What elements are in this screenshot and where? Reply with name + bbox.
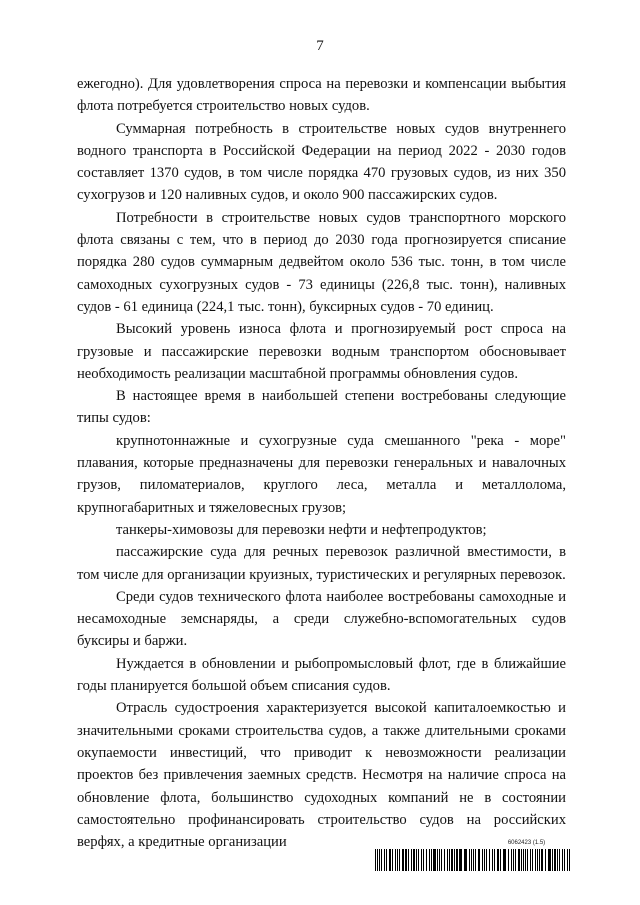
barcode-bar <box>377 849 378 871</box>
barcode-bar <box>548 849 551 871</box>
barcode-bar <box>478 849 480 871</box>
barcode-bar <box>459 849 462 871</box>
barcode-bar <box>389 849 391 871</box>
paragraph: Потребности в строительстве новых судов транспортного морского флота связаны с тем, что в период до 2030 года прогнозируется списание порядка 280 судов суммарным дедвейтом около 536 тыс. тонн, в том числе самоходных сухогрузных судов - 73 единицы (226,8 тыс. тонн), наливных судов - 61 единица (224,1 тыс. тонн), буксирных судов - 70 единиц. <box>77 209 566 315</box>
barcode-bar <box>497 849 499 871</box>
barcode-bar <box>405 849 407 871</box>
barcode-bar <box>484 849 485 871</box>
paragraph: В настоящее время в наибольшей степени востребованы следующие типы судов: <box>77 388 566 427</box>
barcode-bar <box>375 849 376 871</box>
barcode-code: 6062423 (1.5) <box>507 840 546 846</box>
barcode-bar <box>447 849 448 871</box>
barcode-bar <box>437 849 438 871</box>
barcode-bar <box>508 849 509 871</box>
body-text <box>77 73 566 853</box>
paragraph: Высокий уровень износа флота и прогнозируемый рост спроса на грузовые и пассажирские перевозки водным транспортом обосновывает необходимость реализации масштабной программы обновления судов. <box>77 321 566 382</box>
barcode-bar <box>486 849 487 871</box>
barcode-bar <box>554 849 556 871</box>
barcode-bar <box>418 849 419 871</box>
barcode-bar <box>386 849 387 871</box>
barcode-bar <box>392 849 393 871</box>
barcode-bar <box>492 849 493 871</box>
barcode-bar <box>397 849 398 871</box>
barcode-bar <box>449 849 450 871</box>
barcode-bar <box>552 849 553 871</box>
barcode-bar <box>539 849 540 871</box>
barcode-bar <box>511 849 512 871</box>
barcode-bar <box>399 849 400 871</box>
barcode-bar <box>444 849 445 871</box>
barcode-bar <box>429 849 430 871</box>
barcode-bar <box>381 849 382 871</box>
paragraph: Суммарная потребность в строительстве новых судов внутреннего водного транспорта в Российской Федерации на период 2022 - 2030 годов составляет 1370 судов, в том числе порядка 470 грузовых судов, из них 350 сухогрузов и 120 наливных судов, и около 900 пассажирских судов. <box>77 120 566 204</box>
barcode-bar <box>413 849 415 871</box>
paragraph: ежегодно). Для удовлетворения спроса на перевозки и компенсации выбытия флота потребуется строительство новых судов. <box>77 76 566 115</box>
barcode-bar <box>441 849 442 871</box>
barcode-bar <box>515 849 516 871</box>
barcode-bar <box>525 849 526 871</box>
barcode-bar <box>535 849 536 871</box>
paragraph: танкеры-химовозы для перевозки нефти и нефтепродуктов; <box>116 521 487 538</box>
barcode-bar <box>537 849 538 871</box>
barcode-bar <box>431 849 432 871</box>
barcode-bar <box>559 849 560 871</box>
barcode-bar <box>426 849 427 871</box>
barcode-bar <box>569 849 570 871</box>
barcode-bar <box>456 849 458 871</box>
barcode-bar <box>402 849 404 871</box>
barcode-bar <box>564 849 565 871</box>
barcode-bar <box>557 849 558 871</box>
barcode-bar <box>454 849 455 871</box>
barcode-bar <box>464 849 467 871</box>
barcode-bar <box>408 849 409 871</box>
paragraph: Нуждается в обновлении и рыбопромысловый флот, где в ближайшие годы планируется большой объем списания судов. <box>77 655 566 695</box>
barcode-bar <box>545 849 546 871</box>
paragraph: Отрасль судостроения характеризуется высокой капиталоемкостью и значительными сроками строительства судов, а также длительными сроками окупаемости инвестиций, что приводит к невозможности реализации проектов без привлечения заемных средств. Несмотря на наличие спроса на обновление флота, большинство судоходных компаний не в состоянии самостоятельно профинансировать строительство судов на российских верфях, а кредитные организации <box>77 700 566 851</box>
barcode-bar <box>471 849 472 871</box>
barcode-bar <box>521 849 522 871</box>
barcode-bar <box>567 849 568 871</box>
barcode-bar <box>451 849 453 871</box>
barcode-bar <box>395 849 396 871</box>
page-number: 7 <box>316 38 324 54</box>
barcode-bar <box>503 849 506 871</box>
barcode-bar <box>518 849 520 871</box>
barcode-bar <box>421 849 422 871</box>
paragraph: крупнотоннажные и сухогрузные суда смешанного "река - море" плавания, которые предназначены для перевозки генеральных и навалочных грузов, пиломатериалов, круглого леса, металла и металлолома, крупногабаритных и тяжеловесных грузов; <box>77 432 566 516</box>
barcode-bar <box>532 849 533 871</box>
barcode-bar <box>379 849 380 871</box>
paragraph: пассажирские суда для речных перевозок различной вместимости, в том числе для организации круизных, туристических и регулярных перевозок. <box>77 544 566 583</box>
barcode-bar <box>469 849 470 871</box>
barcode-bar <box>411 849 412 871</box>
barcode-bar <box>494 849 495 871</box>
barcode-bar <box>523 849 524 871</box>
barcode-bar <box>416 849 417 871</box>
barcode-bar <box>384 849 385 871</box>
barcode-bar <box>482 849 483 871</box>
barcode-bar <box>439 849 440 871</box>
barcode-bar <box>473 849 474 871</box>
barcode-bar <box>527 849 528 871</box>
barcode-bar <box>530 849 531 871</box>
barcode-bar <box>489 849 490 871</box>
barcode-image <box>375 849 570 871</box>
barcode-bar <box>433 849 436 871</box>
barcode-bar <box>500 849 501 871</box>
barcode-bar <box>541 849 543 871</box>
barcode-bar <box>423 849 424 871</box>
barcode-bar <box>513 849 514 871</box>
paragraph: Среди судов технического флота наиболее востребованы самоходные и несамоходные земснаряды, а среди служебно-вспомогательных судов буксиры и баржи. <box>77 588 566 650</box>
barcode-bar <box>475 849 476 871</box>
barcode-bar <box>562 849 563 871</box>
